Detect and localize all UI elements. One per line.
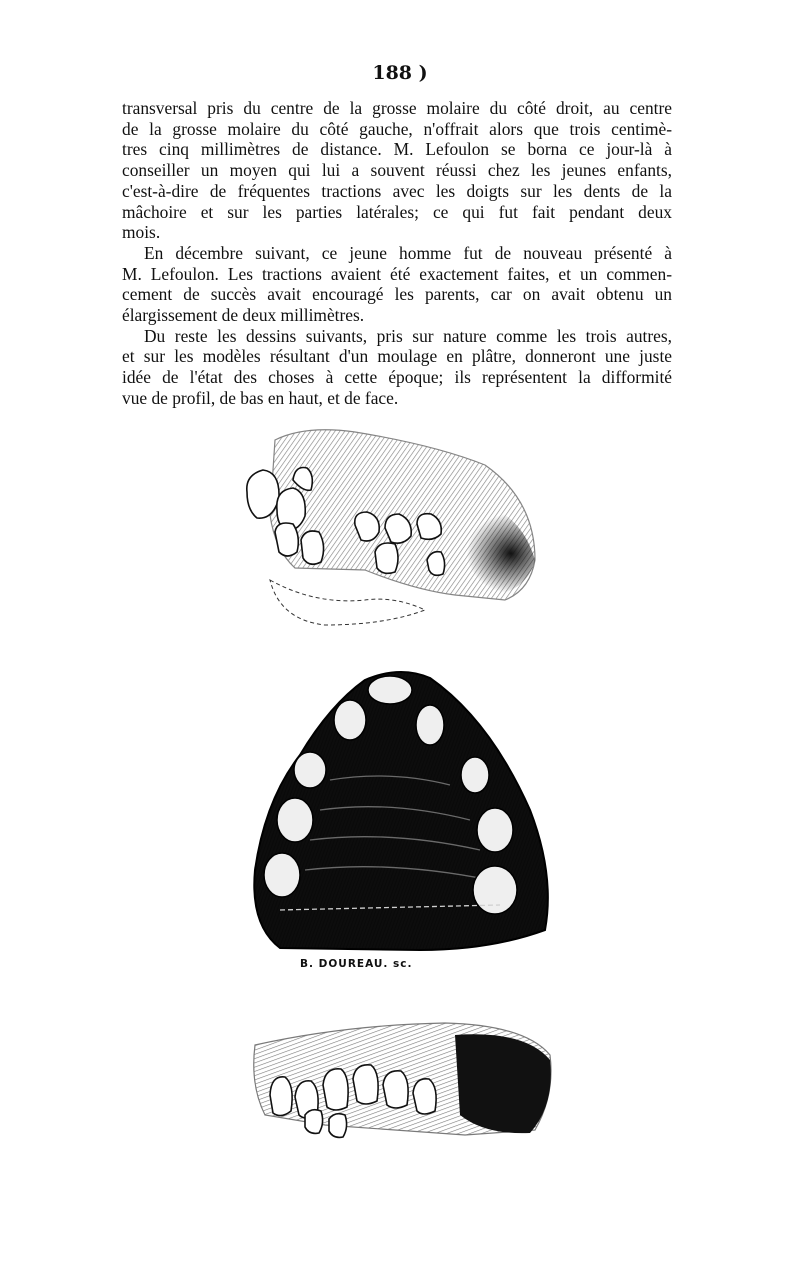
body-text xyxy=(122,98,672,409)
text-line: cement de succès avait encouragé les parents, car on avait obtenu un xyxy=(122,284,672,305)
text-line: Du reste les dessins suivants, pris sur nature comme les trois autres, xyxy=(144,325,672,346)
text-line: mois. xyxy=(122,222,161,243)
text-line: élargissement de deux millimètres. xyxy=(122,305,365,326)
text-line: c'est-à-dire de fréquentes tractions avec les doigts sur les dents de la xyxy=(122,180,672,201)
text-line: M. Lefoulon. Les tractions avaient été exactement faites, et un commen- xyxy=(122,263,672,284)
text-line: tres cinq millimètres de distance. M. Lefoulon se borna ce jour-là à xyxy=(122,139,672,160)
text-line: mâchoire et sur les parties latérales; ce qui fut fait pendant deux xyxy=(122,201,672,222)
palate-underside-illustration xyxy=(240,660,560,960)
jaw-profile-illustration xyxy=(235,420,550,645)
jaw-front-illustration xyxy=(245,1015,565,1150)
text-line: transversal pris du centre de la grosse molaire du côté droit, au centre xyxy=(122,98,672,118)
text-line: idée de l'état des choses à cette époque; ils représentent la difformité xyxy=(122,367,672,388)
text-line: de la grosse molaire du côté gauche, n'offrait alors que trois centimè- xyxy=(122,118,672,139)
text-line: vue de profil, de bas en haut, et de face. xyxy=(122,387,399,408)
engraver-signature: B. DOUREAU. sc. xyxy=(300,958,413,970)
page-number: 188 ) xyxy=(372,62,428,84)
text-line: conseiller un moyen qui lui a souvent réussi chez les jeunes enfants, xyxy=(122,160,672,181)
text-line: et sur les modèles résultant d'un moulage en plâtre, donneront une juste xyxy=(122,346,672,367)
text-line: En décembre suivant, ce jeune homme fut de nouveau présenté à xyxy=(144,242,672,263)
